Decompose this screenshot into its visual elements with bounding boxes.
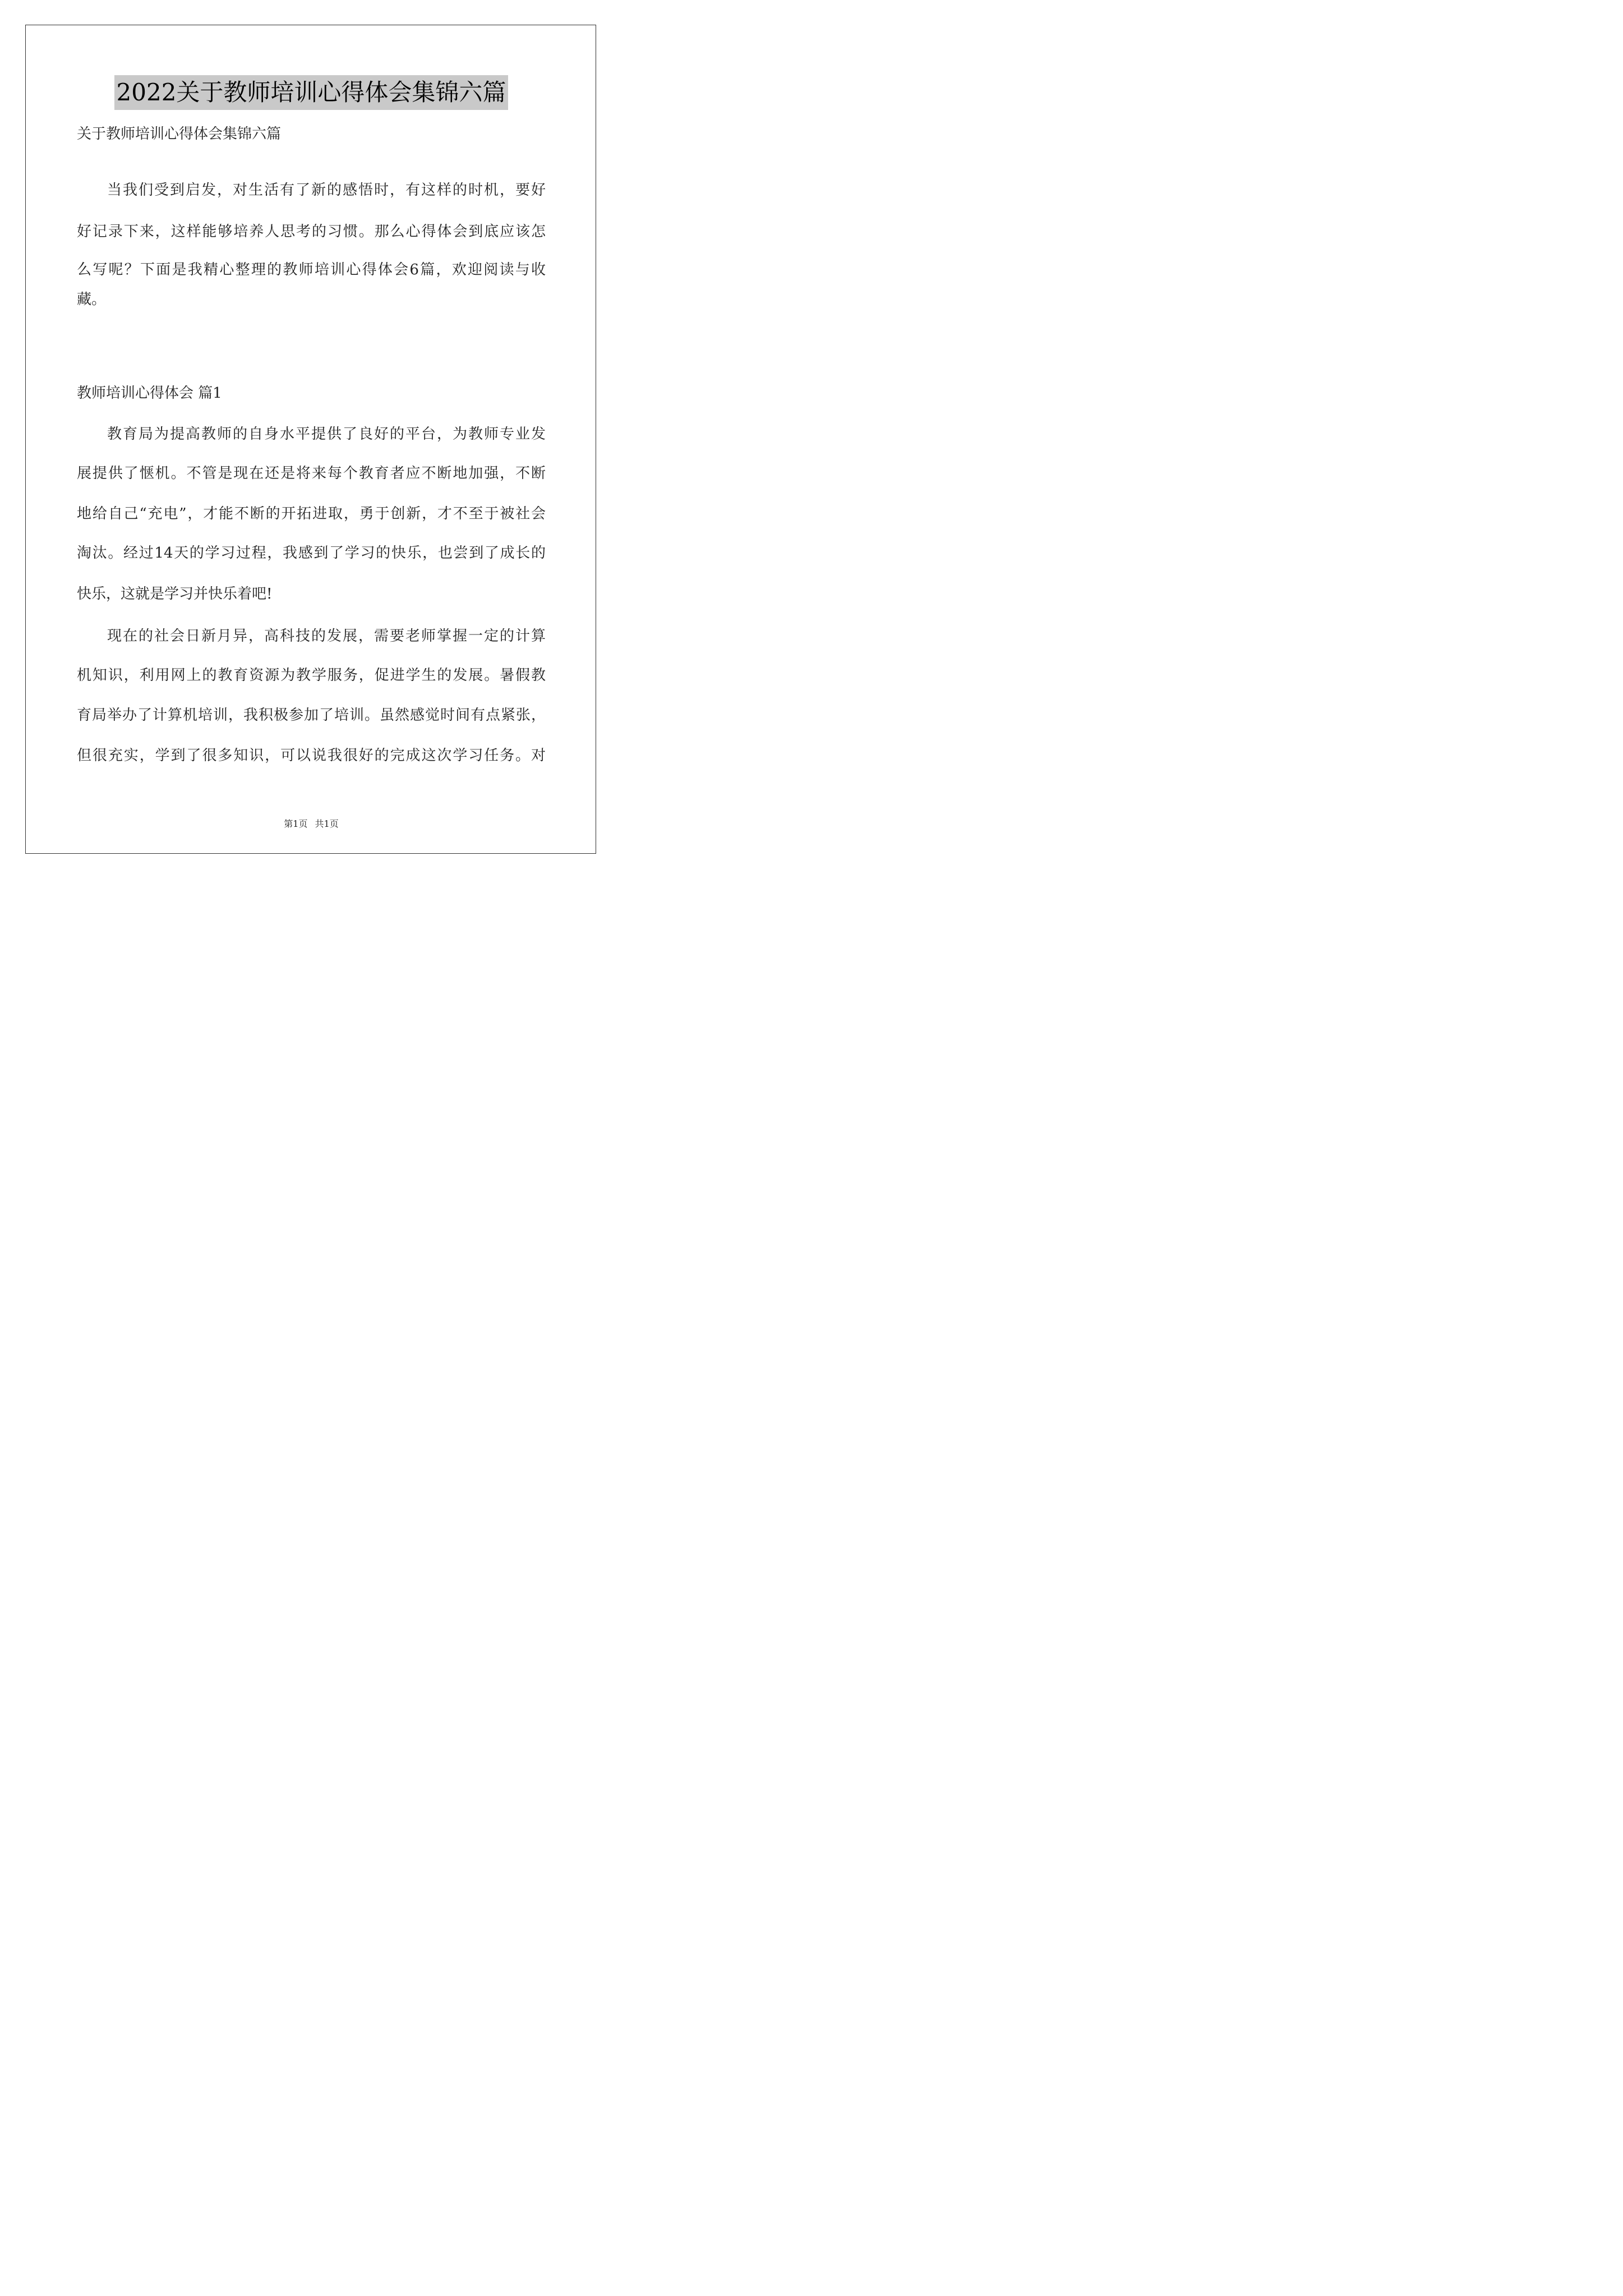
page-number: 第1页: [284, 818, 308, 829]
paragraph2-line-1: 现在的社会日新月异，高科技的发展，需要老师掌握一定的计算: [107, 628, 546, 645]
intro-line-1: 当我们受到启发，对生活有了新的感悟时，有这样的时机，要好: [107, 182, 546, 199]
document-title: 2022关于教师培训心得体会集锦六篇: [114, 75, 509, 110]
paragraph2-line-4: 但很充实，学到了很多知识，可以说我很好的完成这次学习任务。对: [77, 747, 546, 764]
intro-line-4: 藏。: [77, 291, 107, 308]
section-heading: 教师培训心得体会 篇1: [77, 385, 222, 402]
paragraph1-line-2: 展提供了惬机。不管是现在还是将来每个教育者应不断地加强，不断: [77, 465, 546, 482]
paragraph1-line-5: 快乐，这就是学习并快乐着吧!: [77, 586, 273, 602]
page-total: 共1页: [315, 818, 339, 829]
paragraph1-line-3: 地给自己“充电”，才能不断的开拓进取，勇于创新，才不至于被社会: [77, 505, 546, 522]
paragraph2-line-3: 育局举办了计算机培训，我积极参加了培训。虽然感觉时间有点紧张，: [77, 707, 546, 724]
paragraph1-line-4: 淘汰。经过14天的学习过程，我感到了学习的快乐，也尝到了成长的: [77, 545, 546, 562]
page-footer: [0, 817, 623, 830]
paragraph1-line-1: 教育局为提高教师的自身水平提供了良好的平台，为教师专业发: [107, 426, 546, 443]
paragraph2-line-2: 机知识，利用网上的教育资源为教学服务，促进学生的发展。暑假教: [77, 667, 546, 684]
document-subtitle: 关于教师培训心得体会集锦六篇: [77, 126, 282, 142]
intro-line-2: 好记录下来，这样能够培养人思考的习惯。那么心得体会到底应该怎: [77, 223, 546, 240]
intro-line-3: 么写呢？下面是我精心整理的教师培训心得体会6篇，欢迎阅读与收: [77, 261, 546, 278]
title-block: [0, 75, 623, 110]
